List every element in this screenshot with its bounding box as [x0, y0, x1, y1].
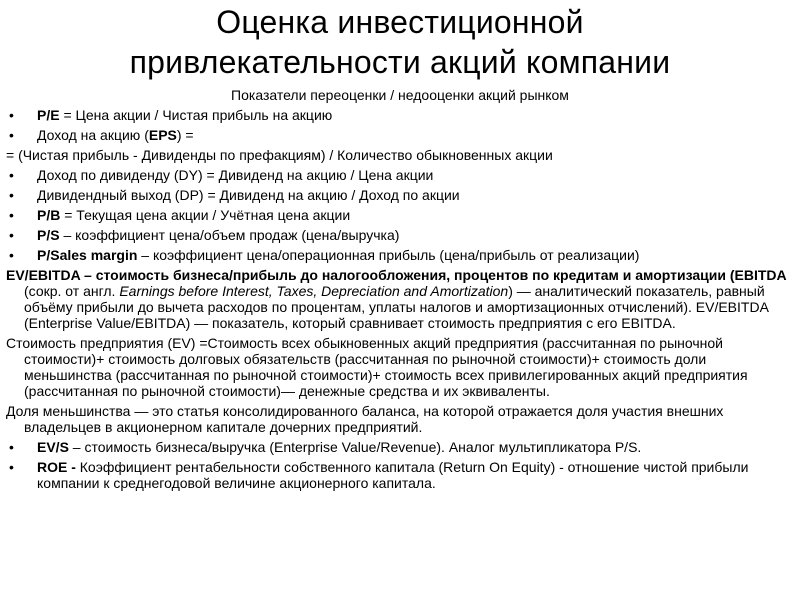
text-eps-post: ) =	[176, 127, 194, 143]
list-item-ev-s	[6, 439, 796, 455]
term-ps: P/S	[37, 227, 60, 243]
title-line-2: привлекательности акций компании	[129, 44, 671, 80]
slide-title	[0, 0, 800, 82]
list-item-pe	[6, 107, 796, 123]
text-ps-margin: – коэффициент цена/операционная прибыль (цена/прибыль от реализации)	[137, 247, 640, 263]
text-ev-ebitda-english: Earnings before Interest, Taxes, Depreciation and Amortization	[119, 283, 509, 299]
list-item-ps-margin	[6, 247, 796, 263]
list-item-roe	[6, 459, 796, 491]
list-item-pb	[6, 207, 796, 223]
term-ps-margin: P/Sales margin	[37, 247, 138, 263]
term-ev-s: EV/S	[37, 439, 69, 455]
list-item-dp: • Дивидендный выход (DP) = Дивиденд на акцию / Доход по акции	[6, 187, 796, 203]
text-ev-ebitda-tail: EV/EBITDA (Enterprise Value/EBITDA) — показатель, который сравнивает стоимость предприятия с его EBITDA.	[24, 299, 769, 331]
text-roe: Коэффициент рентабельности собственного капитала (Return On Equity) - отношение чистой прибыли компании к среднегодовой величине акционерного капитала.	[37, 459, 749, 491]
list-item-dy: • Доход по дивиденду (DY) = Дивиденд на акцию / Цена акции	[6, 167, 796, 183]
list-item-eps	[6, 127, 796, 143]
term-roe: ROE -	[37, 459, 76, 475]
paragraph-ev: Стоимость предприятия (EV) =Стоимость всех обыкновенных акций предприятия (рассчитанная по рыночной стоимости)+ стоимость долговых обязательств (рассчитанная по рыночной стоимости)+ стоимость доли меньшинства (рассчитанная по рыночной стоимости)+ стоимость всех привилегированных акций предприятия (рассчитанная по рыночной стоимости)— денежные средства и их эквиваленты.	[6, 335, 748, 399]
term-ev-ebitda: EV/EBITDA – стоимость бизнеса/прибыль до налогообложения, процентов по кредитам и амортизации (EBITDA	[6, 267, 787, 283]
text-pe: = Цена акции / Чистая прибыль на акцию	[59, 107, 333, 123]
paragraph-minority: Доля меньшинства — это статья консолидированного баланса, на которой отражается доля участия внешних владельцев в акционерном капитале дочерних предприятий.	[6, 403, 724, 435]
text-ev-ebitda-rest: ) — аналитический показатель, равный объёму прибыли до вычета расходов по процентам, уплаты налогов и амортизационных отчислений).	[24, 283, 765, 315]
term-pe: P/E	[37, 107, 60, 123]
paragraph-ev-ebitda	[6, 267, 796, 331]
term-pb: P/B	[37, 207, 61, 223]
text-pb: = Текущая цена акции / Учётная цена акции	[60, 207, 351, 223]
text-eps-pre: Доход на акцию (	[37, 127, 149, 143]
text-ps: – коэффициент цена/объем продаж (цена/выручка)	[59, 227, 400, 243]
slide-subtitle: Показатели переоценки / недооценки акций рынком	[231, 87, 569, 103]
title-line-1: Оценка инвестиционной	[216, 4, 584, 40]
list-item-ps	[6, 227, 796, 243]
text-ev-ebitda-after: (сокр. от англ.	[24, 283, 120, 299]
text-ev-s: – стоимость бизнеса/выручка (Enterprise Value/Revenue). Аналог мультипликатора P/S.	[68, 439, 642, 455]
eps-formula: = (Чистая прибыль - Дивиденды по префакциям) / Количество обыкновенных акции	[6, 147, 553, 163]
term-eps: EPS	[148, 127, 177, 143]
slide-content	[6, 107, 796, 495]
